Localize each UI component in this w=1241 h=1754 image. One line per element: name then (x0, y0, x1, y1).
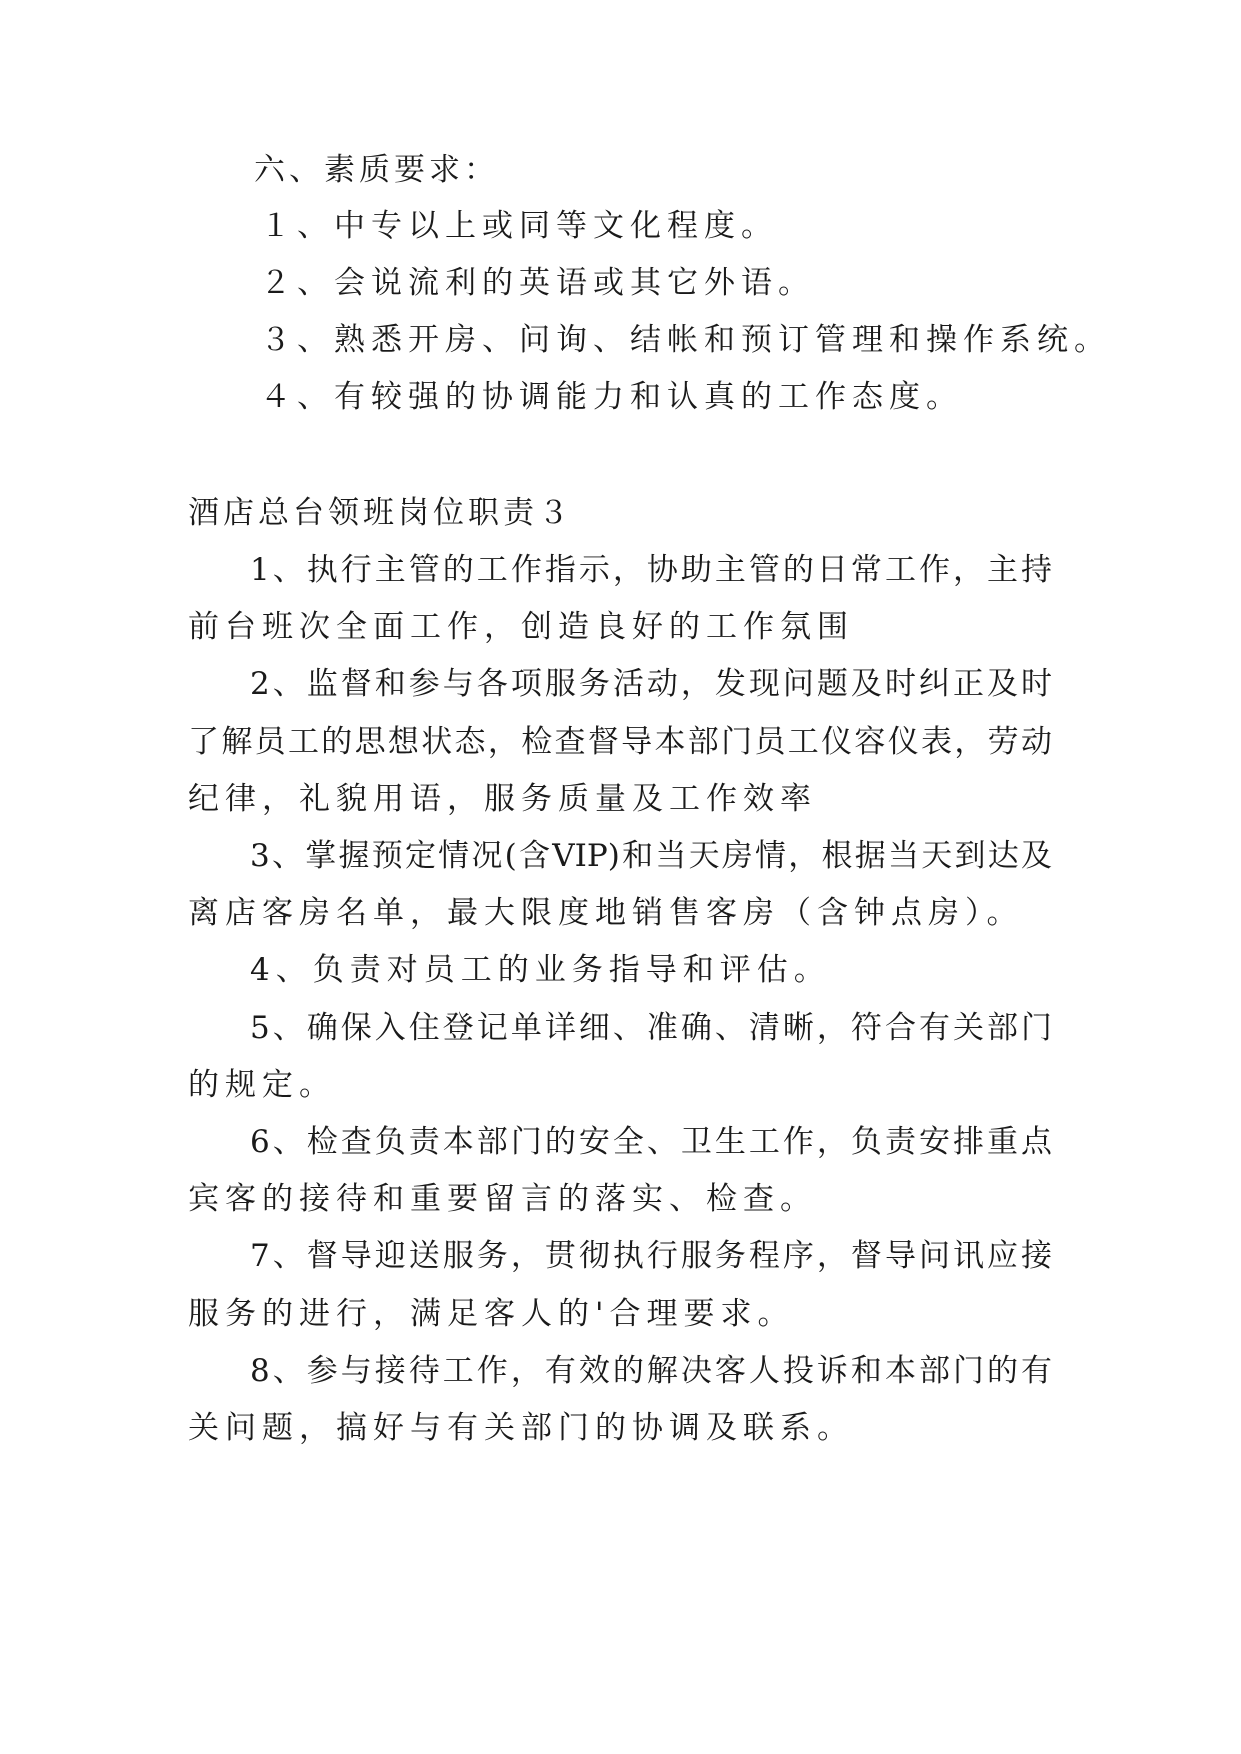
requirement-item: ４、有较强的协调能力和认真的工作态度。 (260, 379, 963, 415)
paragraph-line: 4、负责对员工的业务指导和评估。 (250, 952, 831, 988)
paragraph-line: 纪律，礼貌用语，服务质量及工作效率 (188, 781, 817, 817)
paragraph-line: 6、检查负责本部门的安全、卫生工作，负责安排重点 (250, 1124, 1052, 1160)
paragraph-line: 2、监督和参与各项服务活动，发现问题及时纠正及时 (250, 666, 1052, 702)
requirement-item: ２、会说流利的英语或其它外语。 (260, 265, 815, 301)
paragraph-line: 前台班次全面工作，创造良好的工作氛围 (188, 609, 854, 645)
paragraph-line: 了解员工的思想状态，检查督导本部门员工仪容仪表，劳动 (188, 724, 1052, 760)
section-title: 酒店总台领班岗位职责３ (188, 495, 573, 531)
requirement-item: ３、熟悉开房、问询、结帐和预订管理和操作系统。 (260, 322, 1111, 358)
section-heading: 六、素质要求： (254, 152, 499, 188)
paragraph-line: 5、确保入住登记单详细、准确、清晰，符合有关部门 (250, 1010, 1052, 1046)
paragraph-line: 服务的进行，满足客人的'合理要求。 (188, 1296, 795, 1332)
paragraph-line: 离店客房名单，最大限度地销售客房（含钟点房）。 (188, 895, 1024, 931)
paragraph-line: 关问题，搞好与有关部门的协调及联系。 (188, 1410, 854, 1446)
paragraph-line: 的规定。 (188, 1067, 336, 1103)
paragraph-line: 1、执行主管的工作指示，协助主管的日常工作，主持 (250, 552, 1052, 588)
requirement-item: １、中专以上或同等文化程度。 (260, 208, 778, 244)
paragraph-line: 宾客的接待和重要留言的落实、检查。 (188, 1181, 817, 1217)
paragraph-line: 8、参与接待工作，有效的解决客人投诉和本部门的有 (250, 1353, 1052, 1389)
paragraph-line: 3、掌握预定情况(含VIP)和当天房情，根据当天到达及 (250, 838, 1052, 874)
paragraph-line: 7、督导迎送服务，贯彻执行服务程序，督导问讯应接 (250, 1238, 1052, 1274)
